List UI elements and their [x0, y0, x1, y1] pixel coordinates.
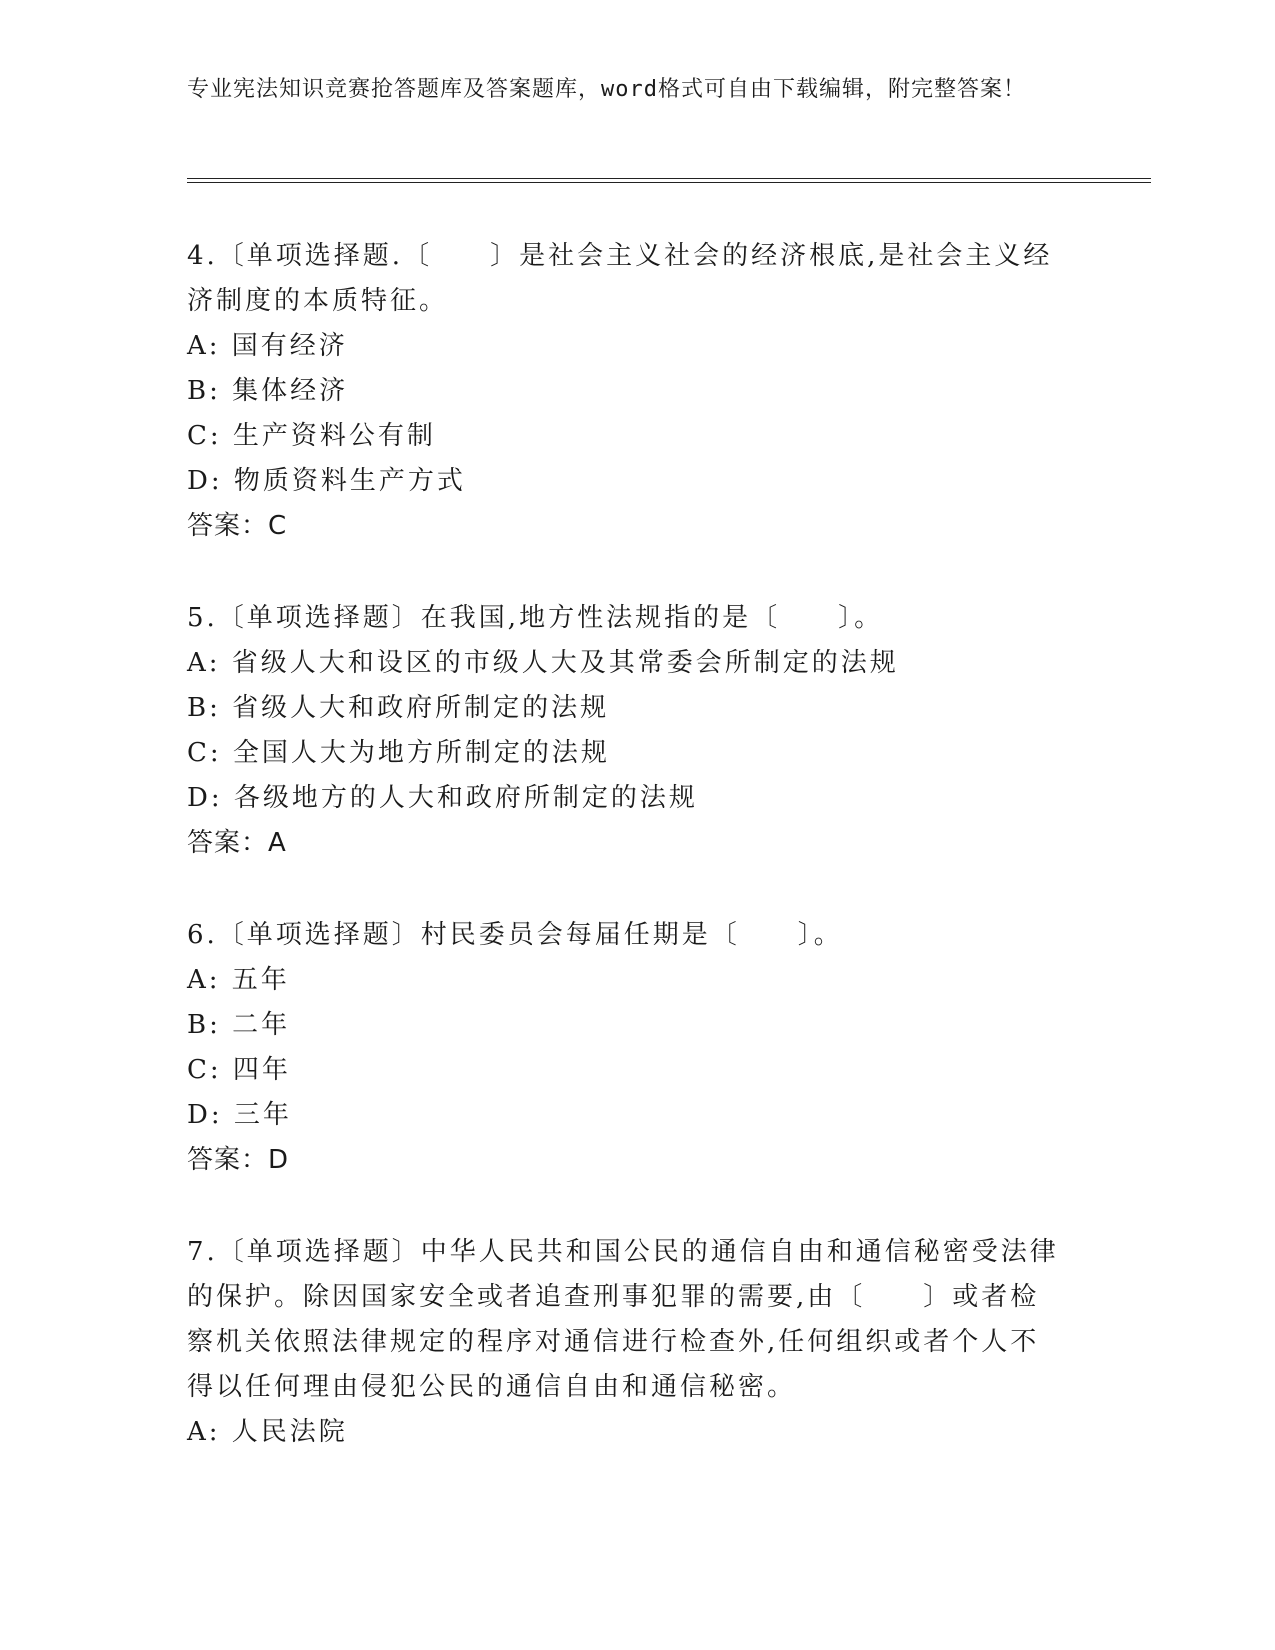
option-c: C: 四年: [187, 1055, 291, 1085]
question-item: [187, 1230, 1067, 1455]
option-a: A: 国有经济: [187, 331, 348, 361]
question-item: [187, 913, 1067, 1183]
option-d: D: 物质资料生产方式: [187, 466, 466, 496]
option-a: A: 五年: [187, 965, 290, 995]
option-a: A: 人民法院: [187, 1417, 348, 1447]
question-stem: 7.〔单项选择题〕中华人民共和国公民的通信自由和通信秘密受法律的保护。除因国家安全或者追查刑事犯罪的需要,由〔 〕或者检察机关依照法律规定的程序对通信进行检查外,任何组织或者个人不得以任何理由侵犯公民的通信自由和通信秘密。: [187, 1237, 1059, 1402]
question-stem: 6.〔单项选择题〕村民委员会每届任期是〔 〕。: [187, 920, 843, 950]
option-d: D: 三年: [187, 1100, 292, 1130]
question-stem: 4.〔单项选择题.〔 〕是社会主义社会的经济根底,是社会主义经济制度的本质特征。: [187, 241, 1053, 316]
question-item: [187, 596, 1067, 866]
answer-line: 答案：C: [187, 511, 288, 541]
option-b: B: 集体经济: [187, 376, 349, 406]
question-stem: 5.〔单项选择题〕在我国,地方性法规指的是〔 〕。: [187, 603, 884, 633]
question-list: [187, 234, 1067, 1502]
option-c: C: 生产资料公有制: [187, 421, 436, 451]
option-d: D: 各级地方的人大和政府所制定的法规: [187, 783, 698, 813]
option-a: A: 省级人大和设区的市级人大及其常委会所制定的法规: [187, 648, 899, 678]
answer-line: 答案：A: [187, 828, 287, 858]
option-b: B: 二年: [187, 1010, 291, 1040]
answer-line: 答案：D: [187, 1145, 290, 1175]
document-header: 专业宪法知识竞赛抢答题库及答案题库，word格式可自由下载编辑，附完整答案！: [187, 77, 1026, 102]
option-b: B: 省级人大和政府所制定的法规: [187, 693, 610, 723]
option-c: C: 全国人大为地方所制定的法规: [187, 738, 610, 768]
question-item: [187, 234, 1067, 549]
header-divider: [187, 178, 1151, 183]
